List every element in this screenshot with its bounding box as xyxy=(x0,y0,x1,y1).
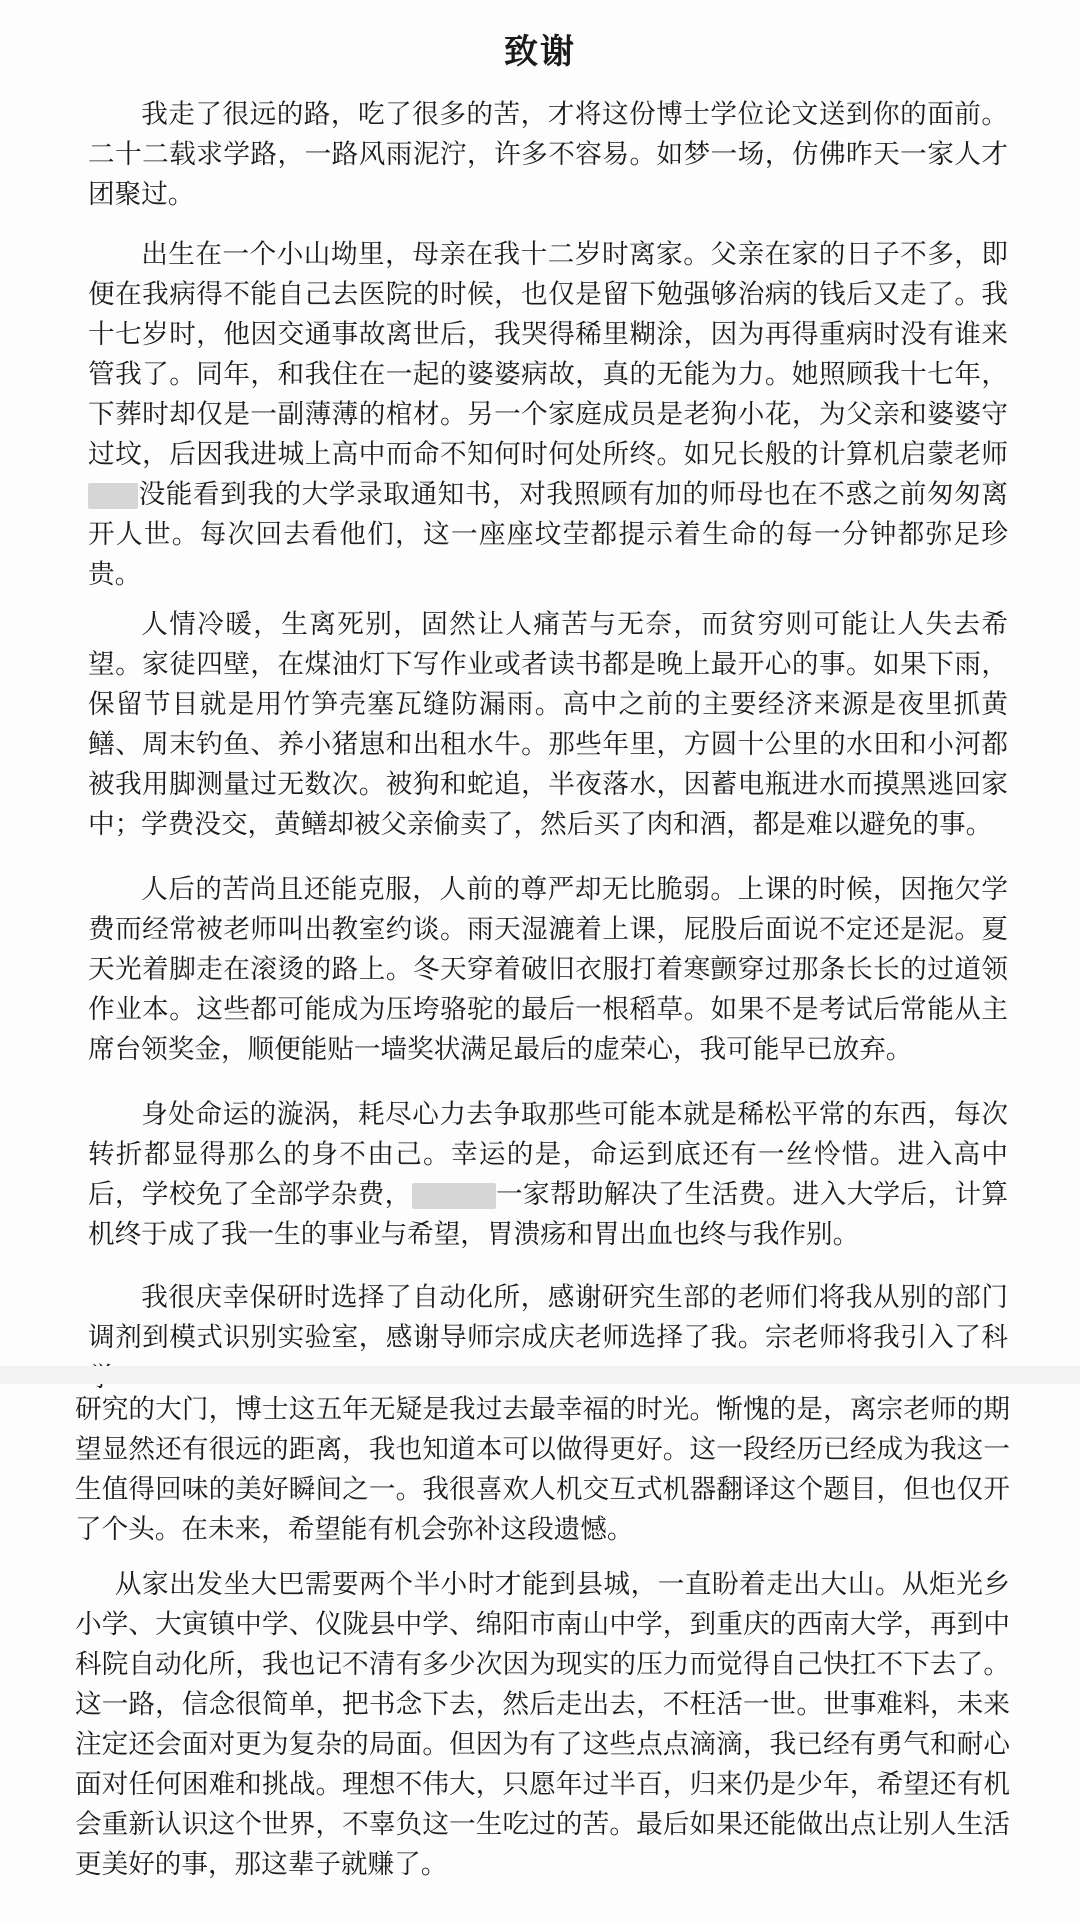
paragraph-4: 人后的苦尚且还能克服，人前的尊严却无比脆弱。上课的时候，因拖欠学费而经常被老师叫出教室约谈。雨天湿漉着上课，屁股后面说不定还是泥。夏天光着脚走在滚烫的路上。冬天穿着破旧衣服打着寒颤穿过那条长长的过道领作业本。这些都可能成为压垮骆驼的最后一根稻草。如果不是考试后常能从主席台领奖金，顺便能贴一墙奖状满足最后的虚荣心，我可能早已放弃。 xyxy=(88,874,1008,1065)
paragraph-2-text-before: 出生在一个小山坳里，母亲在我十二岁时离家。父亲在家的日子不多，即便在我病得不能自己去医院的时候，也仅是留下勉强够治病的钱后又走了。我十七岁时，他因交通事故离世后，我哭得稀里糊涂，因为再得重病时没有谁来管我了。同年，和我住在一起的婆婆病故，真的无能为力。她照顾我十七年，下葬时却仅是一副薄薄的棺材。另一个家庭成员是老狗小花，为父亲和婆婆守过坟，后因我进城上高中而命不知何时何处所终。如兄长般的计算机启蒙老师 xyxy=(88,239,1008,470)
paragraph-8: 从家出发坐大巴需要两个半小时才能到县城，一直盼着走出大山。从炬光乡小学、大寅镇中学、仪陇县中学、绵阳市南山中学，到重庆的西南大学，再到中科院自动化所，我也记不清有多少次因为现实的压力而觉得自己快扛不下去了。这一路，信念很简单，把书念下去，然后走出去，不枉活一世。世事难料，未来注定还会面对更为复杂的局面。但因为有了这些点点滴滴，我已经有勇气和耐心面对任何困难和挑战。理想不伟大，只愿年过半百，归来仍是少年，希望还有机会重新认识这个世界，不辜负这一生吃过的苦。最后如果还能做出点让别人生活更美好的事，那这辈子就赚了。 xyxy=(75,1569,1010,1880)
paragraph-7: 研究的大门，博士这五年无疑是我过去最幸福的时光。惭愧的是，离宗老师的期望显然还有很远的距离，我也知道本可以做得更好。这一段经历已经成为我这一生值得回味的美好瞬间之一。我很喜欢人机交互式机器翻译这个题目，但也仅开了个头。在未来，希望能有机会弥补这段遗憾。 xyxy=(75,1394,1010,1545)
paragraph-2-text-after: 没能看到我的大学录取通知书，对我照顾有加的师母也在不惑之前匆匆离开人世。每次回去看他们，这一座座坟茔都提示着生命的每一分钟都弥足珍贵。 xyxy=(88,479,1008,590)
paragraph-2 xyxy=(88,235,1008,595)
redacted-name xyxy=(412,1183,496,1209)
paragraph-1: 我走了很远的路，吃了很多的苦，才将这份博士学位论文送到你的面前。二十二载求学路，一路风雨泥泞，许多不容易。如梦一场，仿佛昨天一家人才团聚过。 xyxy=(88,99,1008,210)
paragraph-5-text-after: 一家帮助解决了生活费。进入大学后，计算机终于成了我一生的事业与希望，胃溃疡和胃出血也终与我作别。 xyxy=(88,1179,1009,1250)
redacted-name xyxy=(88,483,138,509)
page-break xyxy=(0,1366,1080,1384)
paragraph-5 xyxy=(88,1095,1008,1255)
paragraph-6: 我很庆幸保研时选择了自动化所，感谢研究生部的老师们将我从别的部门调剂到模式识别实验室，感谢导师宗成庆老师选择了我。宗老师将我引入了科 xyxy=(88,1282,1008,1353)
paragraph-3: 人情冷暖，生离死别，固然让人痛苦与无奈，而贫穷则可能让人失去希望。家徒四壁，在煤油灯下写作业或者读书都是晚上最开心的事。如果下雨，保留节目就是用竹笋壳塞瓦缝防漏雨。高中之前的主要经济来源是夜里抓黄鳝、周末钓鱼、养小猪崽和出租水牛。那些年里，方圆十公里的水田和小河都被我用脚测量过无数次。被狗和蛇追，半夜落水，因蓄电瓶进水而摸黑逃回家中；学费没交，黄鳝却被父亲偷卖了，然后买了肉和酒，都是难以避免的事。 xyxy=(88,609,1008,840)
page-title: 致谢 xyxy=(504,32,576,72)
paragraph-5-text-before: 身处命运的漩涡，耗尽心力去争取那些可能本就是稀松平常的东西，每次转折都显得那么的身不由己。幸运的是，命运到底还有一丝怜惜。进入高中后，学校免了全部学杂费， xyxy=(88,1099,1008,1210)
